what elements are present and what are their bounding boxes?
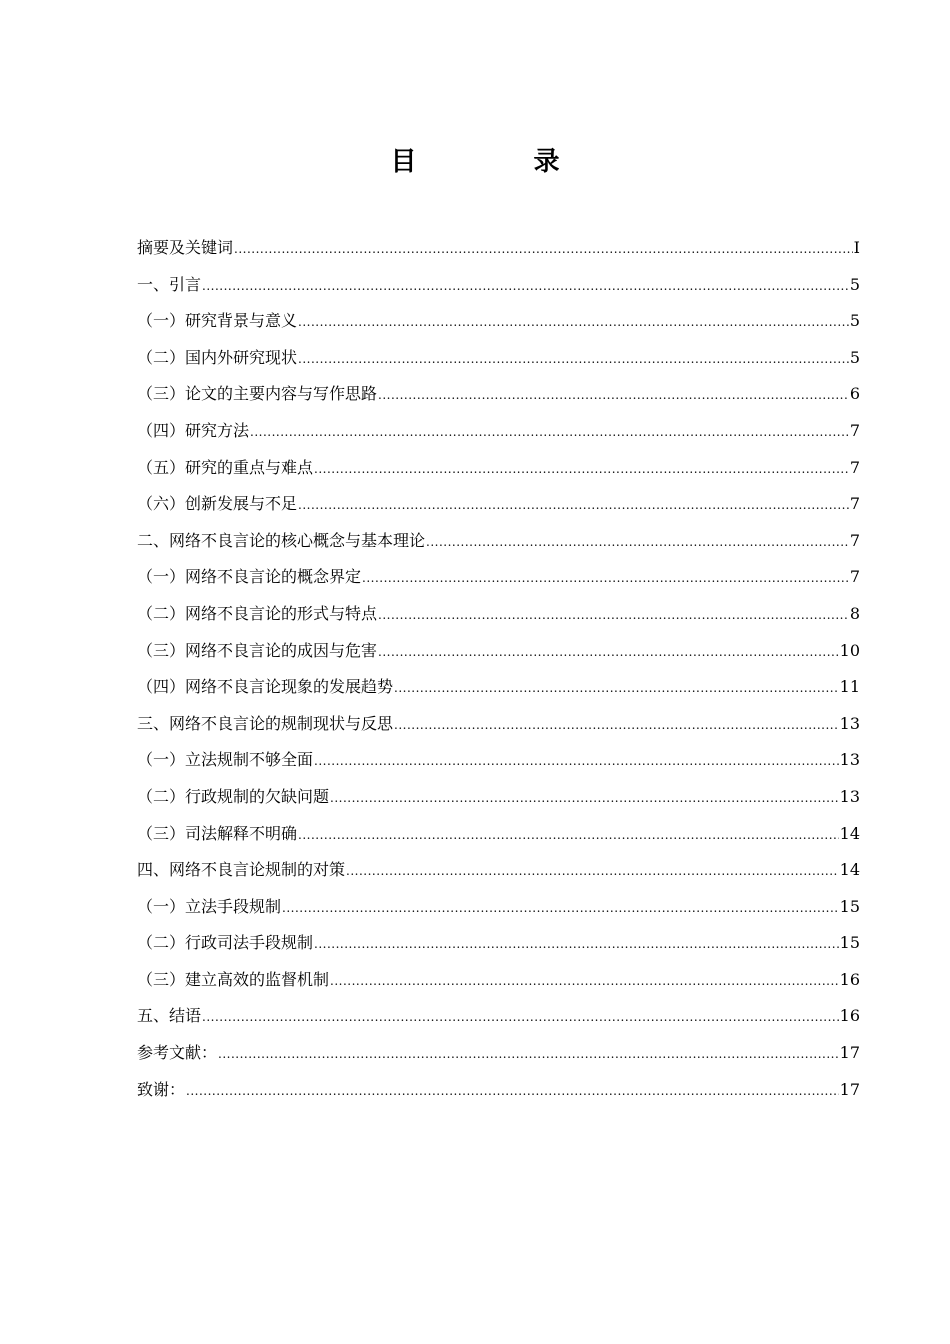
toc-entry-label: （四）研究方法 [137,420,250,440]
toc-entry-page-number: 8 [849,603,860,623]
toc-dot-leader [346,853,839,890]
toc-entry-label: （三）网络不良言论的成因与危害 [137,640,378,660]
toc-entry-page-number: 13 [839,750,860,770]
toc-entry-label: （四）网络不良言论现象的发展趋势 [137,677,394,697]
toc-entry[interactable] [137,303,860,340]
toc-entry-page-number: 10 [839,640,860,660]
toc-dot-leader [378,634,839,671]
toc-entry-page-number: 13 [839,713,860,733]
toc-entry[interactable] [137,779,860,816]
toc-entry[interactable] [137,413,860,450]
toc-entry-label: 参考文献： [137,1043,218,1063]
toc-entry[interactable] [137,596,860,633]
toc-entry-page-number: I [853,238,860,257]
toc-entry-page-number: 16 [839,969,860,989]
toc-entry[interactable] [137,889,860,926]
toc-entry-page-number: 16 [839,1006,860,1026]
toc-dot-leader [378,377,849,414]
toc-dot-leader [426,524,849,561]
toc-entry-page-number: 7 [849,457,860,477]
toc-entry-label: （三）建立高效的监督机制 [137,969,330,989]
toc-dot-leader [394,670,839,707]
toc-entry-label: （五）研究的重点与难点 [137,457,314,477]
toc-dot-leader [202,999,839,1036]
toc-dot-leader [298,817,839,854]
toc-entry[interactable] [137,523,860,560]
toc-entry-label: （二）行政规制的欠缺问题 [137,786,330,806]
toc-entry-label: 摘要及关键词 [137,238,234,257]
toc-entry-page-number: 17 [839,1043,860,1063]
toc-dot-leader [298,487,849,524]
toc-entry-label: 致谢： [137,1079,186,1099]
toc-dot-leader [202,268,849,305]
toc-entry-label: 二、网络不良言论的核心概念与基本理论 [137,530,426,550]
toc-entry-page-number: 7 [849,420,860,440]
toc-entry-page-number: 5 [849,311,860,331]
toc-entry-label: 三、网络不良言论的规制现状与反思 [137,713,394,733]
toc-entry-label: （二）行政司法手段规制 [137,933,314,953]
toc-entry[interactable] [137,742,860,779]
toc-entry-page-number: 5 [849,274,860,294]
toc-entry-label: 四、网络不良言论规制的对策 [137,860,346,880]
toc-entry-page-number: 14 [839,823,860,843]
toc-dot-leader [362,560,849,597]
toc-dot-leader [186,1073,839,1110]
toc-entry-page-number: 6 [849,384,860,404]
toc-entry[interactable] [137,340,860,377]
toc-entry-label: （一）研究背景与意义 [137,311,298,331]
toc-entry-label: （二）国内外研究现状 [137,347,298,367]
toc-dot-leader [330,963,839,1000]
toc-entry-page-number: 17 [839,1079,860,1099]
toc-entry[interactable] [137,706,860,743]
toc-dot-leader [314,451,849,488]
toc-entry-label: （一）网络不良言论的概念界定 [137,567,362,587]
toc-dot-leader [314,926,839,963]
toc-dot-leader [218,1036,839,1073]
toc-entry-page-number: 14 [839,860,860,880]
toc-entry[interactable] [137,998,860,1035]
toc-entry[interactable] [137,450,860,487]
toc-entry[interactable] [137,230,860,267]
toc-entry-label: （二）网络不良言论的形式与特点 [137,603,378,623]
toc-dot-leader [330,780,839,817]
toc-dot-leader [282,890,839,927]
toc-entry-page-number: 7 [849,530,860,550]
toc-entry-page-number: 15 [839,933,860,953]
toc-entry[interactable] [137,962,860,999]
toc-entry[interactable] [137,267,860,304]
toc-entry[interactable] [137,1035,860,1072]
toc-dot-leader [314,743,839,780]
toc-dot-leader [298,341,849,378]
toc-entry-label: 五、结语 [137,1006,202,1026]
toc-entry-page-number: 7 [849,494,860,514]
toc-entry[interactable] [137,633,860,670]
toc-entry-label: （三）论文的主要内容与写作思路 [137,384,378,404]
toc-entry-page-number: 7 [849,567,860,587]
toc-entry-page-number: 15 [839,896,860,916]
toc-entry[interactable] [137,816,860,853]
toc-entry[interactable] [137,1072,860,1109]
toc-entry-label: （三）司法解释不明确 [137,823,298,843]
table-of-contents [137,230,860,1108]
toc-entry-label: 一、引言 [137,274,202,294]
toc-dot-leader [378,597,849,634]
toc-entry[interactable] [137,486,860,523]
toc-entry[interactable] [137,559,860,596]
page-title: 目 录 [390,147,614,177]
toc-dot-leader [234,231,853,268]
toc-entry[interactable] [137,852,860,889]
toc-entry-page-number: 11 [839,677,860,697]
toc-entry-page-number: 5 [849,347,860,367]
toc-dot-leader [394,707,839,744]
toc-entry-label: （六）创新发展与不足 [137,494,298,514]
toc-entry[interactable] [137,669,860,706]
toc-entry[interactable] [137,376,860,413]
toc-entry-page-number: 13 [839,786,860,806]
toc-entry-label: （一）立法规制不够全面 [137,750,314,770]
toc-entry[interactable] [137,925,860,962]
toc-entry-label: （一）立法手段规制 [137,896,282,916]
toc-dot-leader [298,304,849,341]
toc-dot-leader [250,414,849,451]
